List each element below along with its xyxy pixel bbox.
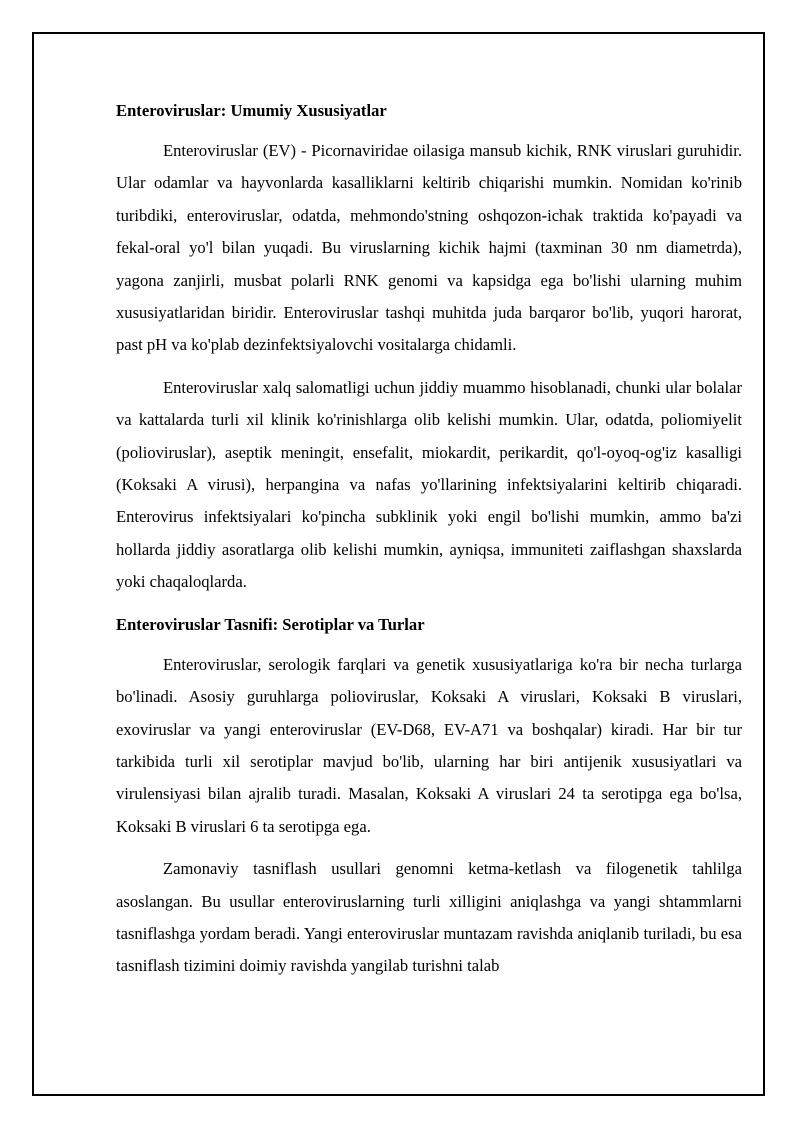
section-heading: Enteroviruslar: Umumiy Xususiyatlar — [116, 101, 387, 120]
paragraph: Zamonaviy tasniflash usullari genomni ketma-ketlash va filogenetik tahlilga asoslangan. Bu usullar enteroviruslarning turli xilligini aniqlashga va yangi shtammlarni tasniflashga yordam beradi. Yangi enteroviruslar muntazam ravishda aniqlanib turiladi, bu esa tasniflash tizimini doimiy ravishda yangilab turishni talab — [116, 859, 742, 976]
section-general-properties — [116, 97, 742, 599]
section-classification — [116, 611, 742, 983]
paragraph: Enteroviruslar (EV) - Picornaviridae oilasiga mansub kichik, RNK viruslari guruhidir. Ular odamlar va hayvonlarda kasalliklarni keltirib chiqarishi mumkin. Nomidan ko'rinib turibdiki, enteroviruslar, odatda, mehmondo'stning oshqozon-ichak traktida ko'payadi va fekal-oral yo'l bilan yuqadi. Bu viruslarning kichik hajmi (taxminan 30 nm diametrda), yagona zanjirli, musbat polarli RNK genomi va kapsidga ega bo'lishi ularning muhim xususiyatlaridan biridir. Enteroviruslar tashqi muhitda juda barqaror bo'lib, yuqori harorat, past pH va ko'plab dezinfektsiyalovchi vositalarga chidamli. — [116, 141, 742, 355]
paragraph: Enteroviruslar xalq salomatligi uchun jiddiy muammo hisoblanadi, chunki ular bolalar va kattalarda turli xil klinik ko'rinishlarga olib kelishi mumkin. Ular, odatda, poliomiyelit (polioviruslar), aseptik meningit, ensefalit, miokardit, perikardit, qo'l-oyoq-og'iz kasalligi (Koksaki A virusi), herpangina va nafas yo'llarining infektsiyalarini keltirib chiqaradi. Enterovirus infektsiyalari ko'pincha subklinik yoki engil bo'lishi mumkin, ammo ba'zi hollarda jiddiy asoratlarga olib kelishi mumkin, ayniqsa, immuniteti zaiflashgan shaxslarda yoki chaqaloqlarda. — [116, 377, 742, 592]
document-body — [116, 97, 742, 993]
section-heading: Enteroviruslar Tasnifi: Serotiplar va Turlar — [116, 614, 425, 634]
paragraph: Enteroviruslar, serologik farqlari va genetik xususiyatlariga ko'ra bir necha turlarga bo'linadi. Asosiy guruhlarga polioviruslar, Koksaki A viruslari, Koksaki B viruslari, exoviruslar va yangi enteroviruslar (EV-D68, EV-A71 va boshqalar) kiradi. Har bir tur tarkibida turli xil serotiplar mavjud bo'lib, ularning har biri antijenik xususiyatlari va virulensiyasi bilan ajralib turadi. Masalan, Koksaki A viruslari 24 ta serotipga ega bo'lsa, Koksaki B viruslari 6 ta serotipga ega. — [116, 654, 742, 836]
